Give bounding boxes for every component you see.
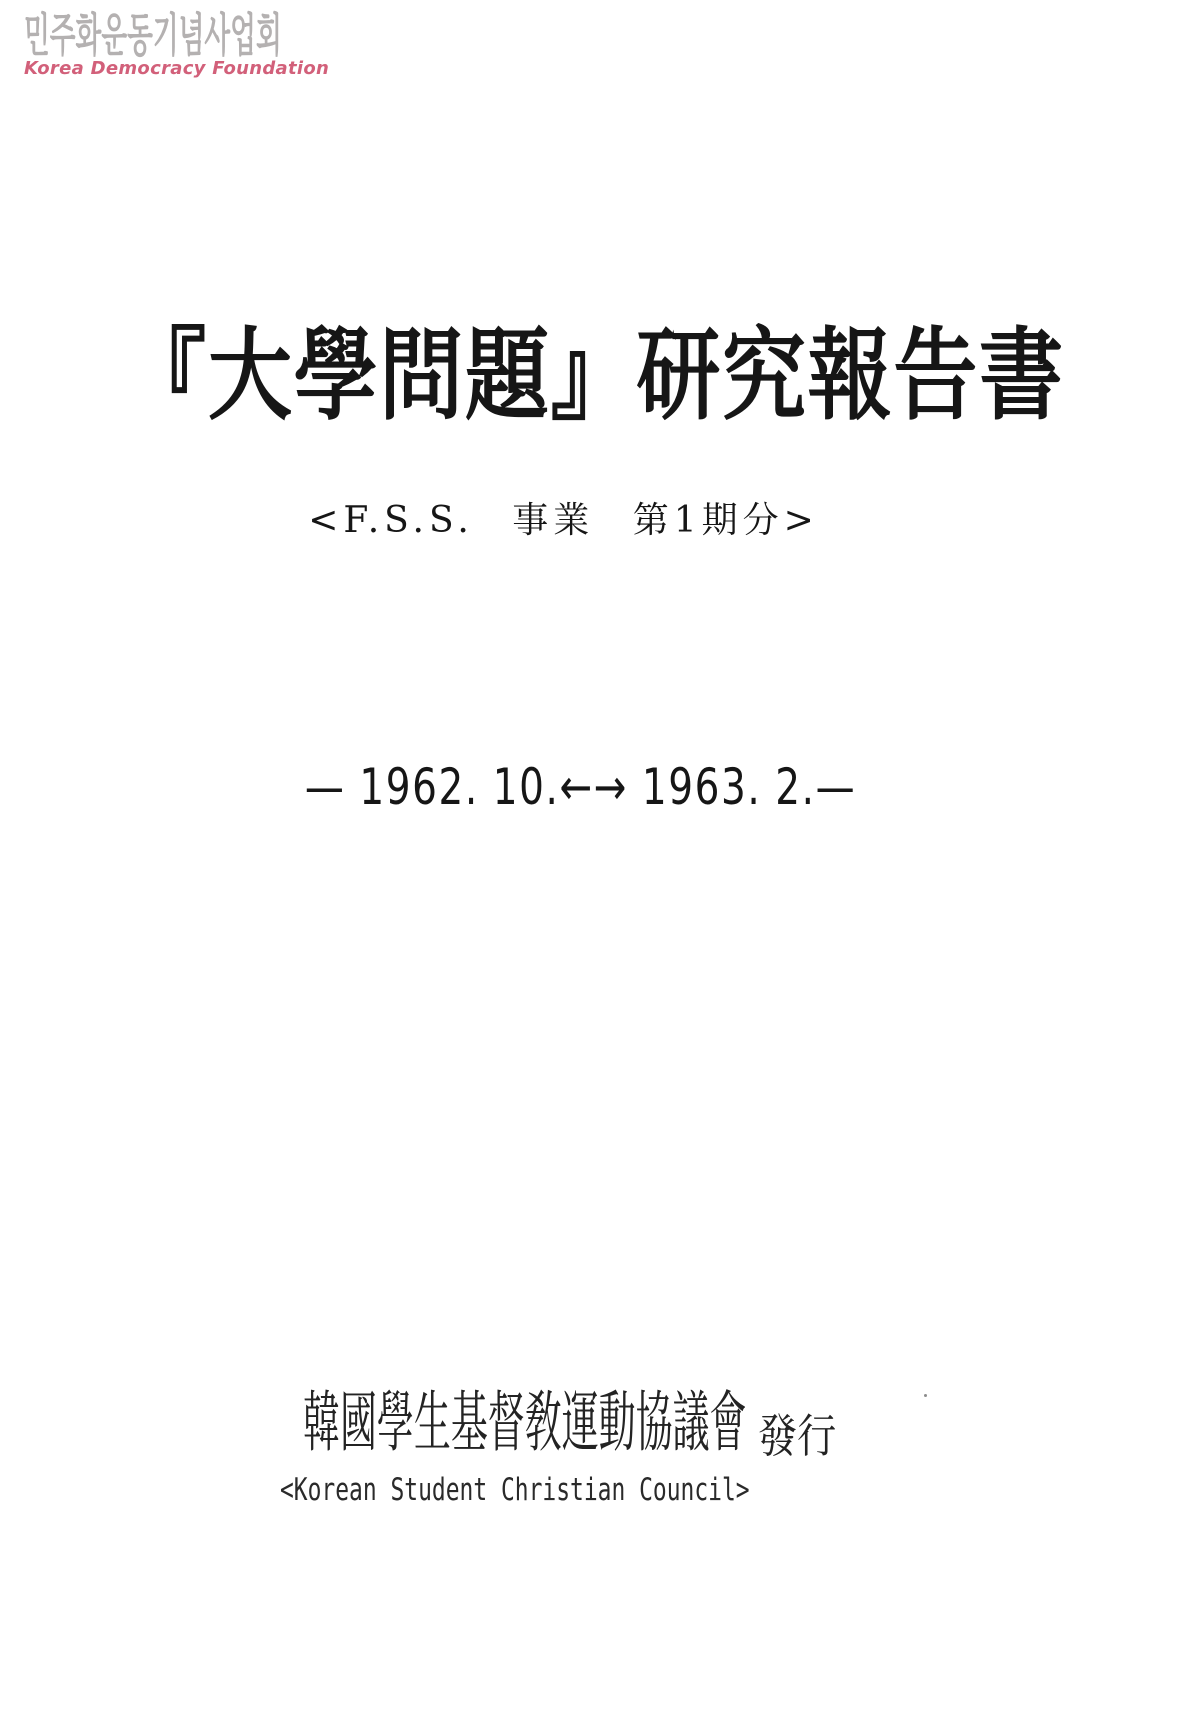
- document-period: — 1962. 10.←→ 1963. 2.—: [304, 758, 857, 816]
- document-title: 『大學問題』研究報告書: [122, 316, 1065, 434]
- kdf-english-logotype: Korea Democracy Foundation: [24, 58, 330, 79]
- publisher-english-name: <Korean Student Christian Council>: [280, 1472, 750, 1508]
- document-subtitle: <F.S.S. 事業 第1期分>: [308, 500, 819, 541]
- publisher-name: 韓國學生基督敎運動協議會: [303, 1384, 747, 1461]
- publisher-role-label: 發行: [758, 1409, 837, 1463]
- publisher-line: [303, 1384, 903, 1466]
- scan-speckle: [924, 1394, 927, 1397]
- kdf-korean-logotype: 민주화운동기념사업회: [24, 8, 282, 62]
